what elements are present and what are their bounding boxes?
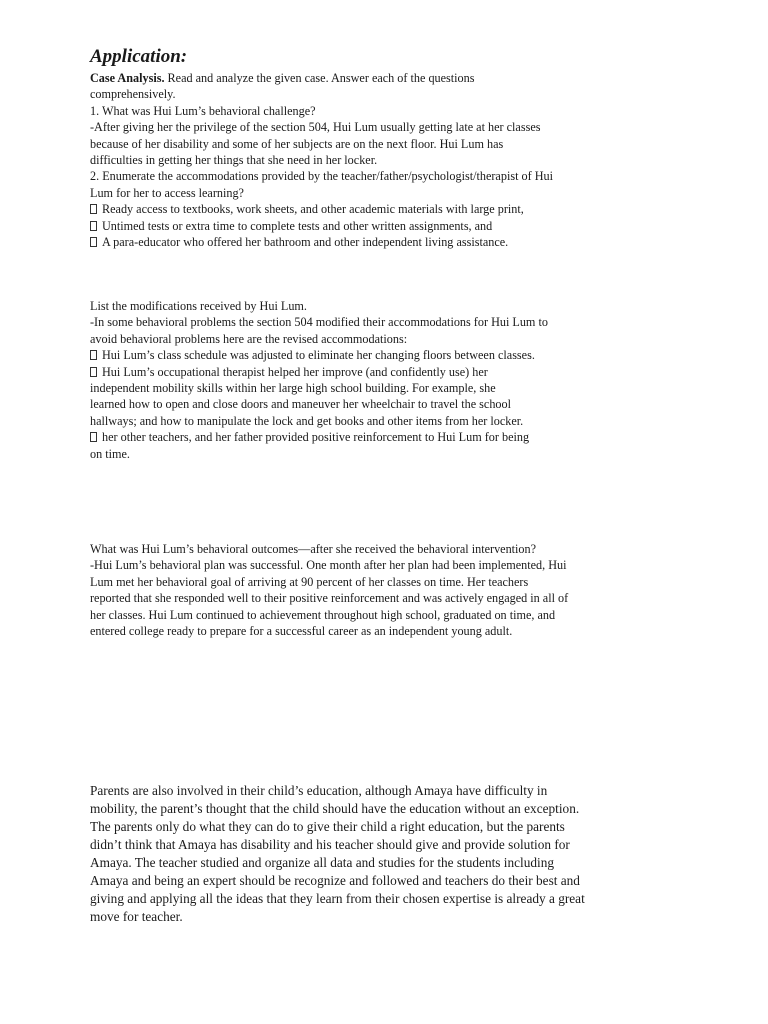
list-item — [90, 347, 548, 363]
bullet-box-icon — [90, 367, 97, 377]
bullet-text: A para-educator who offered her bathroom and other independent living assistance. — [102, 234, 509, 249]
bullet-box-icon — [90, 350, 97, 360]
question-1: 1. What was Hui Lum’s behavioral challenge? — [90, 103, 316, 118]
answer-4-line: her classes. Hui Lum continued to achievement throughout high school, graduated on time, and — [90, 607, 556, 622]
bullet-continuation: hallways; and how to manipulate the lock and get books and other items from her locker. — [90, 413, 524, 428]
list-item — [90, 429, 548, 445]
bullet-box-icon — [90, 204, 97, 214]
bullet-text: Ready access to textbooks, work sheets, and other academic materials with large print, — [102, 202, 524, 217]
list-item — [90, 364, 548, 380]
bullet-text: Hui Lum’s class schedule was adjusted to eliminate her changing floors between classes. — [102, 348, 535, 363]
bullet-continuation: on time. — [90, 446, 130, 461]
intro-line-2: comprehensively. — [90, 87, 176, 102]
bullet-box-icon — [90, 237, 97, 247]
closing-line: move for teacher. — [90, 909, 183, 924]
closing-line: The parents only do what they can do to give their child a right education, but the parents — [90, 819, 565, 834]
page-title: Application: — [90, 46, 188, 67]
closing-line: Amaya. The teacher studied and organize all data and studies for the students including — [90, 855, 555, 870]
document-page — [90, 0, 690, 1024]
answer-4-line: entered college ready to prepare for a successful career as an independent young adult. — [90, 623, 513, 638]
bullet-box-icon — [90, 432, 97, 442]
outcomes-section — [90, 541, 568, 639]
answer-4-line: reported that she responded well to their positive reinforcement and was actively engaged in all of — [90, 591, 569, 606]
bullet-continuation: learned how to open and close doors and maneuver her wheelchair to travel the school — [90, 397, 511, 412]
answer-4-line: Lum met her behavioral goal of arriving at 90 percent of her classes on time. Her teachers — [90, 574, 529, 589]
question-4: What was Hui Lum’s behavioral outcomes—after she received the behavioral intervention? — [90, 542, 537, 556]
intro-line-1 — [90, 70, 553, 86]
closing-paragraph — [90, 782, 585, 926]
answer-4-line: -Hui Lum’s behavioral plan was successful. One month after her plan had been implemented, Hui — [90, 558, 567, 573]
closing-line: Amaya and being an expert should be recognize and followed and teachers do their best and — [90, 873, 580, 888]
list-item — [90, 234, 553, 250]
answer-3-line: avoid behavioral problems here are the revised accommodations: — [90, 331, 408, 346]
answer-3-line: -In some behavioral problems the section 504 modified their accommodations for Hui Lum to — [90, 315, 548, 330]
closing-line: Parents are also involved in their child’s education, although Amaya have difficulty in — [90, 783, 548, 798]
case-analysis-section — [90, 70, 553, 250]
bullet-box-icon — [90, 221, 97, 231]
closing-line: giving and applying all the ideas that they learn from their chosen expertise is already a great — [90, 891, 585, 906]
question-3: List the modifications received by Hui Lum. — [90, 299, 307, 313]
bullet-text: Untimed tests or extra time to complete tests and other written assignments, and — [102, 218, 493, 233]
answer-1-line: difficulties in getting her things that she need in her locker. — [90, 152, 378, 167]
answer-1-line: because of her disability and some of her subjects are on the next floor. Hui Lum has — [90, 136, 504, 151]
question-2-line: Lum for her to access learning? — [90, 185, 244, 200]
modifications-section — [90, 298, 548, 462]
list-item — [90, 201, 553, 217]
closing-line: didn’t think that Amaya has disability and his teacher should give and provide solution for — [90, 837, 570, 852]
bullet-text: her other teachers, and her father provided positive reinforcement to Hui Lum for being — [102, 430, 530, 445]
question-2-line: 2. Enumerate the accommodations provided by the teacher/father/psychologist/therapist of Hui — [90, 169, 553, 184]
case-analysis-label: Case Analysis. — [90, 71, 165, 85]
answer-1-line: -After giving her the privilege of the section 504, Hui Lum usually getting late at her classes — [90, 120, 541, 135]
intro-text: Read and analyze the given case. Answer each of the questions — [164, 71, 475, 85]
list-item — [90, 218, 553, 234]
closing-line: mobility, the parent’s thought that the child should have the education without an exception. — [90, 801, 580, 816]
bullet-text: Hui Lum’s occupational therapist helped her improve (and confidently use) her — [102, 364, 488, 379]
bullet-continuation: independent mobility skills within her large high school building. For example, she — [90, 380, 496, 395]
